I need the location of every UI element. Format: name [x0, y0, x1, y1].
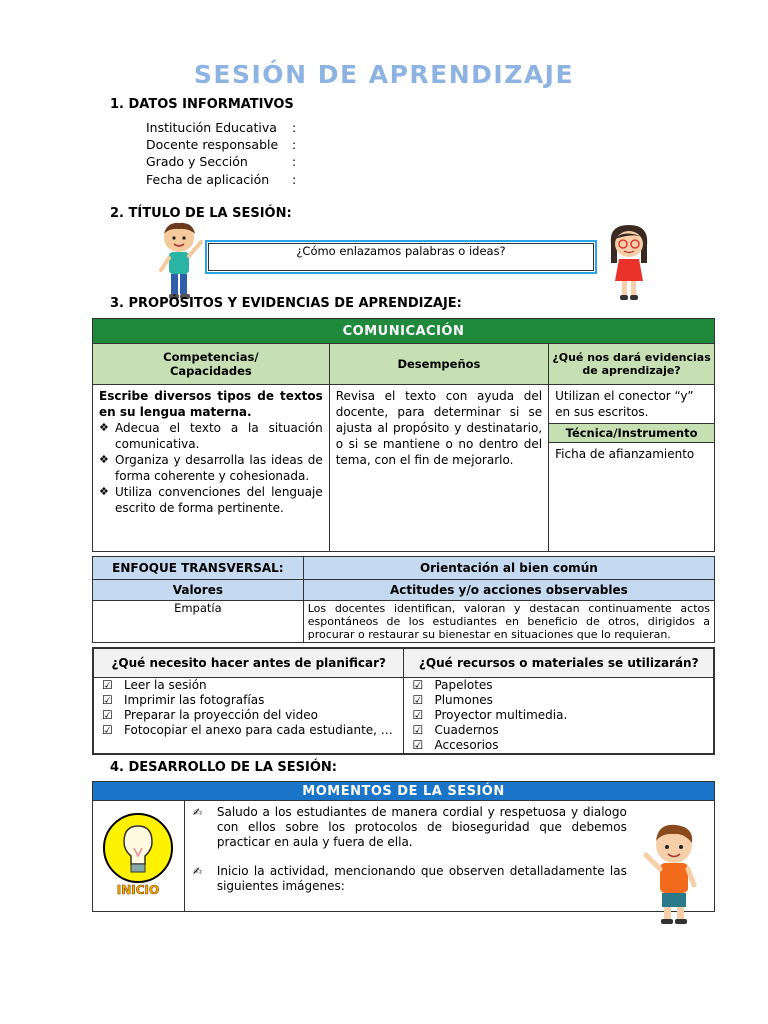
- evidencias-header: ¿Qué nos dará evidencias de aprendizaje?: [549, 344, 715, 385]
- list-item-text: Papelotes: [434, 678, 493, 692]
- list-item: [412, 738, 709, 753]
- planificar-header: ¿Qué necesito hacer antes de planificar?: [93, 648, 404, 678]
- checkbox-icon: ☑: [412, 693, 424, 707]
- pencil-icon: ✍: [192, 806, 203, 819]
- list-item-text: Accesorios: [434, 738, 499, 752]
- actitud-cell: Los docentes identifican, valoran y destacan continuamente actos espontáneos de los estudiantes en beneficio de otros, dirigidos a procurar o restaurar su bienestar en situaciones que lo requieran.: [303, 601, 714, 643]
- info-row-fecha: [146, 172, 297, 187]
- info-row-docente: [146, 137, 297, 152]
- momentos-table: [92, 781, 715, 912]
- girl-character-illustration: [603, 223, 655, 303]
- actitudes-header: Actitudes y/o acciones observables: [303, 580, 714, 601]
- session-title-box: [205, 240, 597, 274]
- checkbox-icon: ☑: [102, 693, 113, 707]
- page-title: SESIÓN DE APRENDIZAJE: [193, 60, 575, 89]
- list-item: [412, 693, 709, 708]
- info-label: Docente responsable: [146, 137, 279, 152]
- info-label: Fecha de aplicación: [146, 172, 270, 187]
- section-4-heading: 4. DESARROLLO DE LA SESIÓN:: [110, 760, 337, 775]
- info-colon: :: [292, 172, 297, 187]
- list-item-text: Proyector multimedia.: [434, 708, 568, 722]
- info-row-grado: [146, 154, 297, 169]
- paragraph-text: Inicio la actividad, mencionando que observen detalladamente las siguientes imágenes:: [216, 864, 627, 893]
- checkbox-icon: ☑: [102, 678, 113, 692]
- info-row-institucion: [146, 120, 297, 135]
- diamond-bullet-icon: ❖: [99, 421, 109, 434]
- capacidad-item: [99, 452, 323, 484]
- info-label: Grado y Sección: [146, 154, 248, 169]
- list-item-text: Leer la sesión: [124, 678, 207, 692]
- enfoque-label: ENFOQUE TRANSVERSAL:: [93, 557, 304, 580]
- enfoque-name: Orientación al bien común: [303, 557, 714, 580]
- diamond-bullet-icon: ❖: [99, 485, 109, 498]
- desempeno-cell: Revisa el texto con ayuda del docente, para determinar si se ajusta al propósito y destinatario, o si se mantiene o no dentro del tema, con el fin de mejorarlo.: [329, 385, 548, 552]
- capacidad-text: Organiza y desarrolla las ideas de forma coherente y cohesionada.: [115, 453, 323, 483]
- inicio-label: INICIO: [117, 883, 160, 897]
- enfoque-table: [92, 556, 715, 643]
- checkbox-icon: ☑: [412, 738, 424, 752]
- boy-character-illustration: [155, 220, 207, 302]
- comunicacion-table: [92, 318, 715, 552]
- recursos-list: [404, 678, 714, 755]
- list-item-text: Imprimir las fotografías: [124, 693, 265, 707]
- list-item: [102, 678, 399, 693]
- list-item: [412, 678, 709, 693]
- info-colon: :: [292, 120, 297, 135]
- section-3-heading: 3. PROPÓSITOS Y EVIDENCIAS DE APRENDIZAJE:: [110, 296, 462, 311]
- planning-table: [92, 647, 715, 755]
- list-item-text: Cuadernos: [434, 723, 499, 737]
- checkbox-icon: ☑: [412, 708, 424, 722]
- info-label: Institución Educativa: [146, 120, 277, 135]
- list-item: [102, 693, 399, 708]
- evidencias-cell: [549, 385, 715, 552]
- inicio-cell: [93, 801, 185, 912]
- recursos-header: ¿Qué recursos o materiales se utilizarán?: [404, 648, 714, 678]
- checkbox-icon: ☑: [102, 708, 113, 722]
- checkbox-icon: ☑: [102, 723, 113, 737]
- competencias-header: Competencias/ Capacidades: [93, 344, 330, 385]
- info-colon: :: [292, 154, 297, 169]
- info-colon: :: [292, 137, 297, 152]
- paragraph-text: Saludo a los estudiantes de manera cordial y respetuosa y dialogo con ellos sobre los protocolos de bioseguridad que debemos practicar en aula y fuera de ella.: [216, 805, 627, 849]
- competencias-cell: [93, 385, 330, 552]
- evidencia-text: Utilizan el conector “y” en sus escritos.: [555, 389, 694, 419]
- checkbox-icon: ☑: [412, 723, 424, 737]
- desempenos-header: Desempeños: [329, 344, 548, 385]
- capacidad-item: [99, 484, 323, 516]
- planificar-list: [93, 678, 404, 755]
- valor-cell: Empatía: [93, 601, 304, 643]
- pencil-icon: ✍: [192, 865, 203, 878]
- inicio-content: [184, 801, 714, 912]
- capacidad-text: Utiliza convenciones del lenguaje escrito de forma pertinente.: [115, 485, 323, 515]
- list-item: [412, 723, 709, 738]
- diamond-bullet-icon: ❖: [99, 453, 109, 466]
- competencia-text: Escribe diversos tipos de textos en su lengua materna.: [99, 389, 323, 419]
- session-question: ¿Cómo enlazamos palabras o ideas?: [296, 244, 506, 258]
- tecnica-header: Técnica/Instrumento: [549, 423, 714, 443]
- list-item: [102, 723, 399, 738]
- waving-boy-illustration: [634, 819, 708, 929]
- tecnica-text: Ficha de afianzamiento: [555, 447, 695, 461]
- inicio-paragraph: [191, 805, 627, 850]
- inicio-paragraph: [191, 864, 627, 894]
- checkbox-icon: ☑: [412, 678, 424, 692]
- capacidad-item: [99, 420, 323, 452]
- list-item: [412, 708, 709, 723]
- section-1-heading: 1. DATOS INFORMATIVOS: [110, 97, 294, 112]
- list-item: [102, 708, 399, 723]
- capacidad-text: Adecua el texto a la situación comunicativa.: [115, 421, 323, 451]
- valores-header: Valores: [93, 580, 304, 601]
- list-item-text: Preparar la proyección del video: [124, 708, 318, 722]
- list-item-text: Plumones: [434, 693, 493, 707]
- section-2-heading: 2. TÍTULO DE LA SESIÓN:: [110, 206, 292, 221]
- area-header: COMUNICACIÓN: [93, 319, 715, 344]
- momentos-header: MOMENTOS DE LA SESIÓN: [93, 782, 715, 801]
- lightbulb-icon: [100, 808, 176, 900]
- list-item-text: Fotocopiar el anexo para cada estudiante, …: [124, 723, 393, 737]
